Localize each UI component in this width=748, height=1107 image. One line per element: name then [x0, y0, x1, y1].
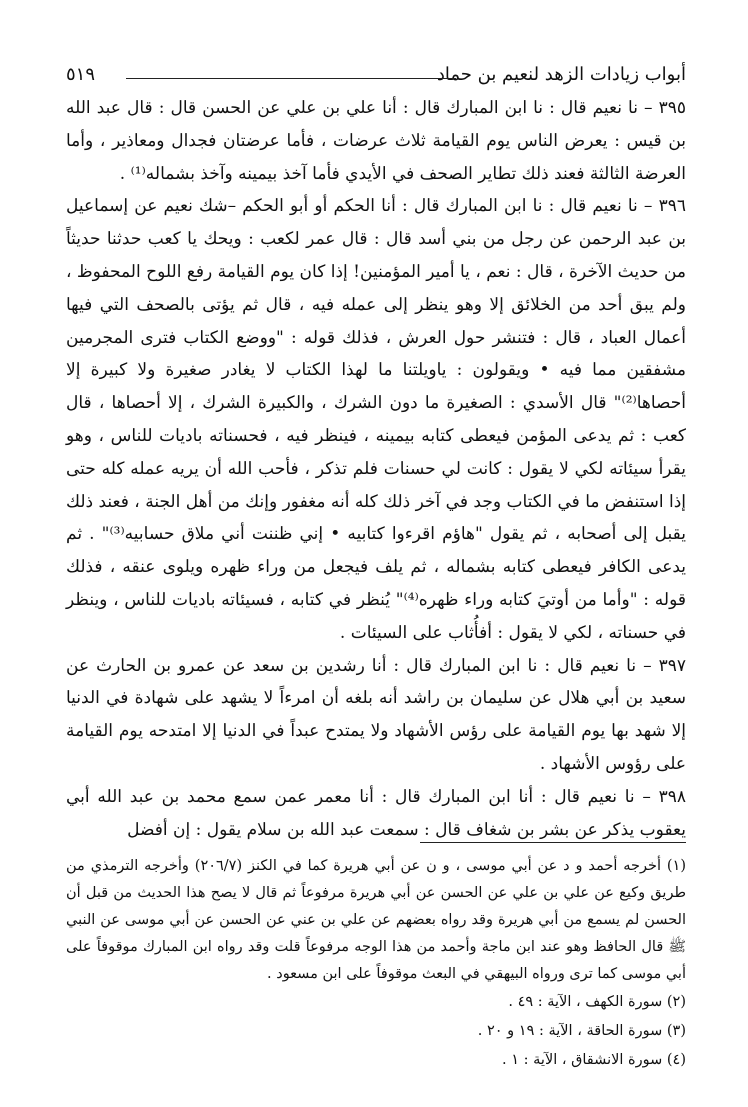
- footnote-rule: [420, 842, 686, 843]
- main-text: [66, 92, 686, 846]
- running-title: أبواب زيادات الزهد لنعيم بن حماد: [436, 64, 686, 85]
- footnotes: [66, 853, 686, 1075]
- hadith-398: ٣٩٨ – نا نعيم قال : أنا ابن المبارك قال : أنا معمر عمن سمع محمد بن عبد الله أبي يعقوب يذكر عن بشر بن شغاف قال : سمعت عبد الله بن سلام يقول : إن أفضل: [66, 786, 686, 840]
- hadith-397: ٣٩٧ – نا نعيم قال : نا ابن المبارك قال : أنا رشدين بن سعد عن عمرو بن الحارث عن سعيد بن أبي هلال عن سليمان بن راشد أنه بلغه أن امرءاً لا يشهد على شهادة في الدنيا إلا شهد بها يوم القيامة على رؤس الأشهاد ولا يمتدح عبداً في الدنيا إلا امتدحه يوم القيامة على رؤوس الأشهاد .: [66, 655, 686, 774]
- footnote-4: (٤) سورة الانشقاق ، الآية : ١ .: [502, 1052, 686, 1068]
- page-number: ٥١٩: [66, 64, 96, 85]
- hadith-395: ٣٩٥ – نا نعيم قال : نا ابن المبارك قال : أنا علي بن علي عن الحسن قال : قال عبد الله بن قيس : يعرض الناس يوم القيامة ثلاث عرضات ، فأما عرضتان فجدال ومعاذير ، وأما العرضة الثالثة فعند ذلك تطاير الصحف في الأيدي فأما آخذ بيمينه وآخذ بشماله⁽¹⁾ .: [66, 98, 686, 184]
- header-rule: [126, 78, 456, 79]
- footnote-3: (٣) سورة الحاقة ، الآية : ١٩ و ٢٠ .: [477, 1023, 686, 1039]
- page-header: [66, 62, 686, 90]
- hadith-396: ٣٩٦ – نا نعيم قال : نا ابن المبارك قال : أنا الحكم أو أبو الحكم –شك نعيم عن إسماعيل بن عبد الرحمن عن رجل من بني أسد قال : قال عمر لكعب : ويحك يا كعب حدثنا حديثاً من حديث الآخرة ، قال : نعم ، يا أمير المؤمنين! إذا كان يوم القيامة رفع اللوح المحفوظ ، ولم يبق أحد من الخلائق إلا وهو ينظر إلى عمله فيه ، قال ثم يؤتى بالصحف التي فيها أعمال العباد ، قال : فتنشر حول العرش ، فذلك قوله : "ووضع الكتاب فترى المجرمين مشفقين مما فيه • ويقولون : ياويلتنا ما لهذا الكتاب لا يغادر صغيرة ولا كبيرة إلا أحصاها⁽²⁾" قال الأسدي : الصغيرة ما دون الشرك ، والكبيرة الشرك ، إلا أحصاها ، قال كعب : ثم يدعى المؤمن فيعطى كتابه بيمينه ، فينظر فيه ، فحسناته باديات للناس ، وهو يقرأ سيئاته لكي لا يقول : كانت لي حسنات فلم تذكر ، فأحب الله أن يريه عمله كله حتى إذا استنفض ما في الكتاب وجد في آخر ذلك كله أنه مغفور وإنك من أهل الجنة ، فعند ذلك يقبل إلى أصحابه ، ثم يقول "هاؤم اقرءوا كتابيه • إني ظننت أني ملاق حسابيه⁽³⁾" . ثم يدعى الكافر فيعطى كتابه بشماله ، ثم يلف فيجعل من وراء ظهره ويلوى عنقه ، فذلك قوله : "وأما من أوتيَ كتابه وراء ظهره⁽⁴⁾" يُنظر في كتابه ، فسيئاته باديات للناس ، وينظر في حسناته ، لكي لا يقول : أفأُثاب على السيئات .: [66, 196, 686, 643]
- footnote-2: (٢) سورة الكهف ، الآية : ٤٩ .: [508, 994, 686, 1010]
- footnote-1: (١) أخرجه أحمد و د عن أبي موسى ، و ن عن أبي هريرة كما في الكنز (٢٠٦/٧) وأخرجه الترمذي من طريق وكيع عن علي بن علي عن الحسن عن أبي هريرة مرفوعاً ثم قال لا يصح هذا الحديث من قبل أن الحسن لم يسمع من أبي هريرة وقد رواه بعضهم عن علي بن عني عن الحسن عن أبي موسى عن النبي ﷺ قال الحافظ وهو عند ابن ماجة وأحمد من هذا الوجه مرفوعاً قلت وقد رواه ابن المبارك موقوفاً على أبي موسى كما ترى ورواه البيهقي في البعث موقوفاً على ابن مسعود .: [66, 858, 687, 982]
